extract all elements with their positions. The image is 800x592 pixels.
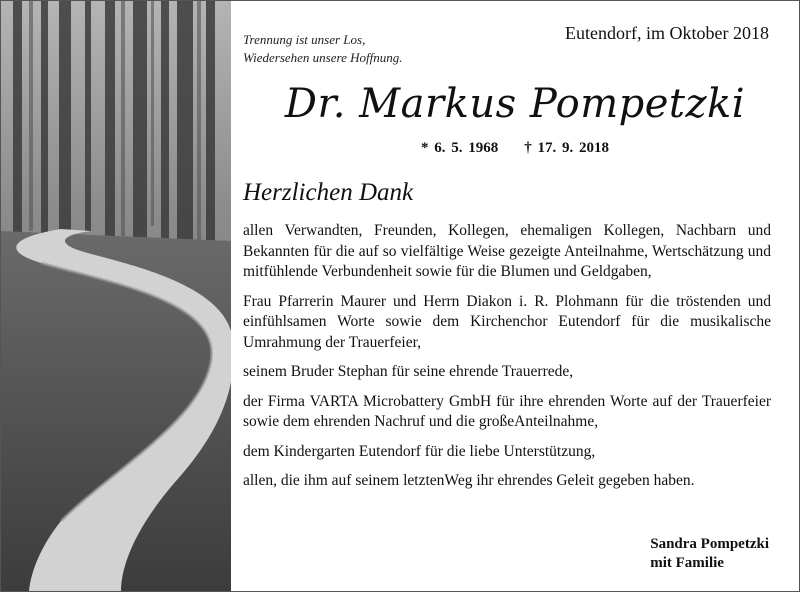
signature bbox=[650, 535, 769, 573]
place-date: Eutendorf, im Oktober 2018 bbox=[565, 23, 769, 43]
motto-line-1: Trennung ist unser Los, bbox=[243, 32, 366, 47]
thanks-paragraph: Frau Pfarrerin Maurer und Herrn Diakon i. R. Plohmann für die tröstenden und einfühlsamen Worte sowie dem Kirchenchor Eutendorf für die musikalische Umrahmung der Trauerfeier, bbox=[243, 292, 771, 351]
thanks-heading: Herzlichen Dank bbox=[243, 179, 414, 206]
thanks-text bbox=[243, 221, 771, 501]
birth-date: * 6. 5. 1968 bbox=[421, 140, 499, 156]
motto bbox=[243, 31, 402, 67]
death-date: † 17. 9. 2018 bbox=[524, 140, 609, 156]
signature-line-2: mit Familie bbox=[650, 555, 724, 571]
thanks-paragraph: dem Kindergarten Eutendorf für die liebe Unterstützung, bbox=[243, 442, 596, 460]
forest-path-photo bbox=[1, 1, 231, 591]
signature-line-1: Sandra Pompetzki bbox=[650, 536, 769, 552]
life-dates bbox=[231, 140, 799, 157]
thanks-paragraph: allen, die ihm auf seinem letztenWeg ihr ehrendes Geleit gegeben haben. bbox=[243, 472, 695, 489]
thanks-paragraph: der Firma VARTA Microbattery GmbH für ihre ehrenden Worte auf der Trauerfeier sowie dem ehrenden Nachruf und die großeAnteilnahme, bbox=[243, 392, 771, 430]
thanks-paragraph: seinem Bruder Stephan für seine ehrende Trauerrede, bbox=[243, 363, 574, 380]
thanks-paragraph: allen Verwandten, Freunden, Kollegen, ehemaligen Kollegen, Nachbarn und Bekannten für die auf so vielfältige Weise gezeigte Anteilnahme, Wertschätzung und mitfühlende Verbundenheit sowie für die Blumen und Geldgaben, bbox=[243, 222, 771, 280]
motto-line-2: Wiedersehen unsere Hoffnung. bbox=[243, 50, 403, 65]
deceased-name: Dr. Markus Pompetzki bbox=[284, 81, 746, 127]
forest-path-illustration bbox=[1, 1, 231, 591]
